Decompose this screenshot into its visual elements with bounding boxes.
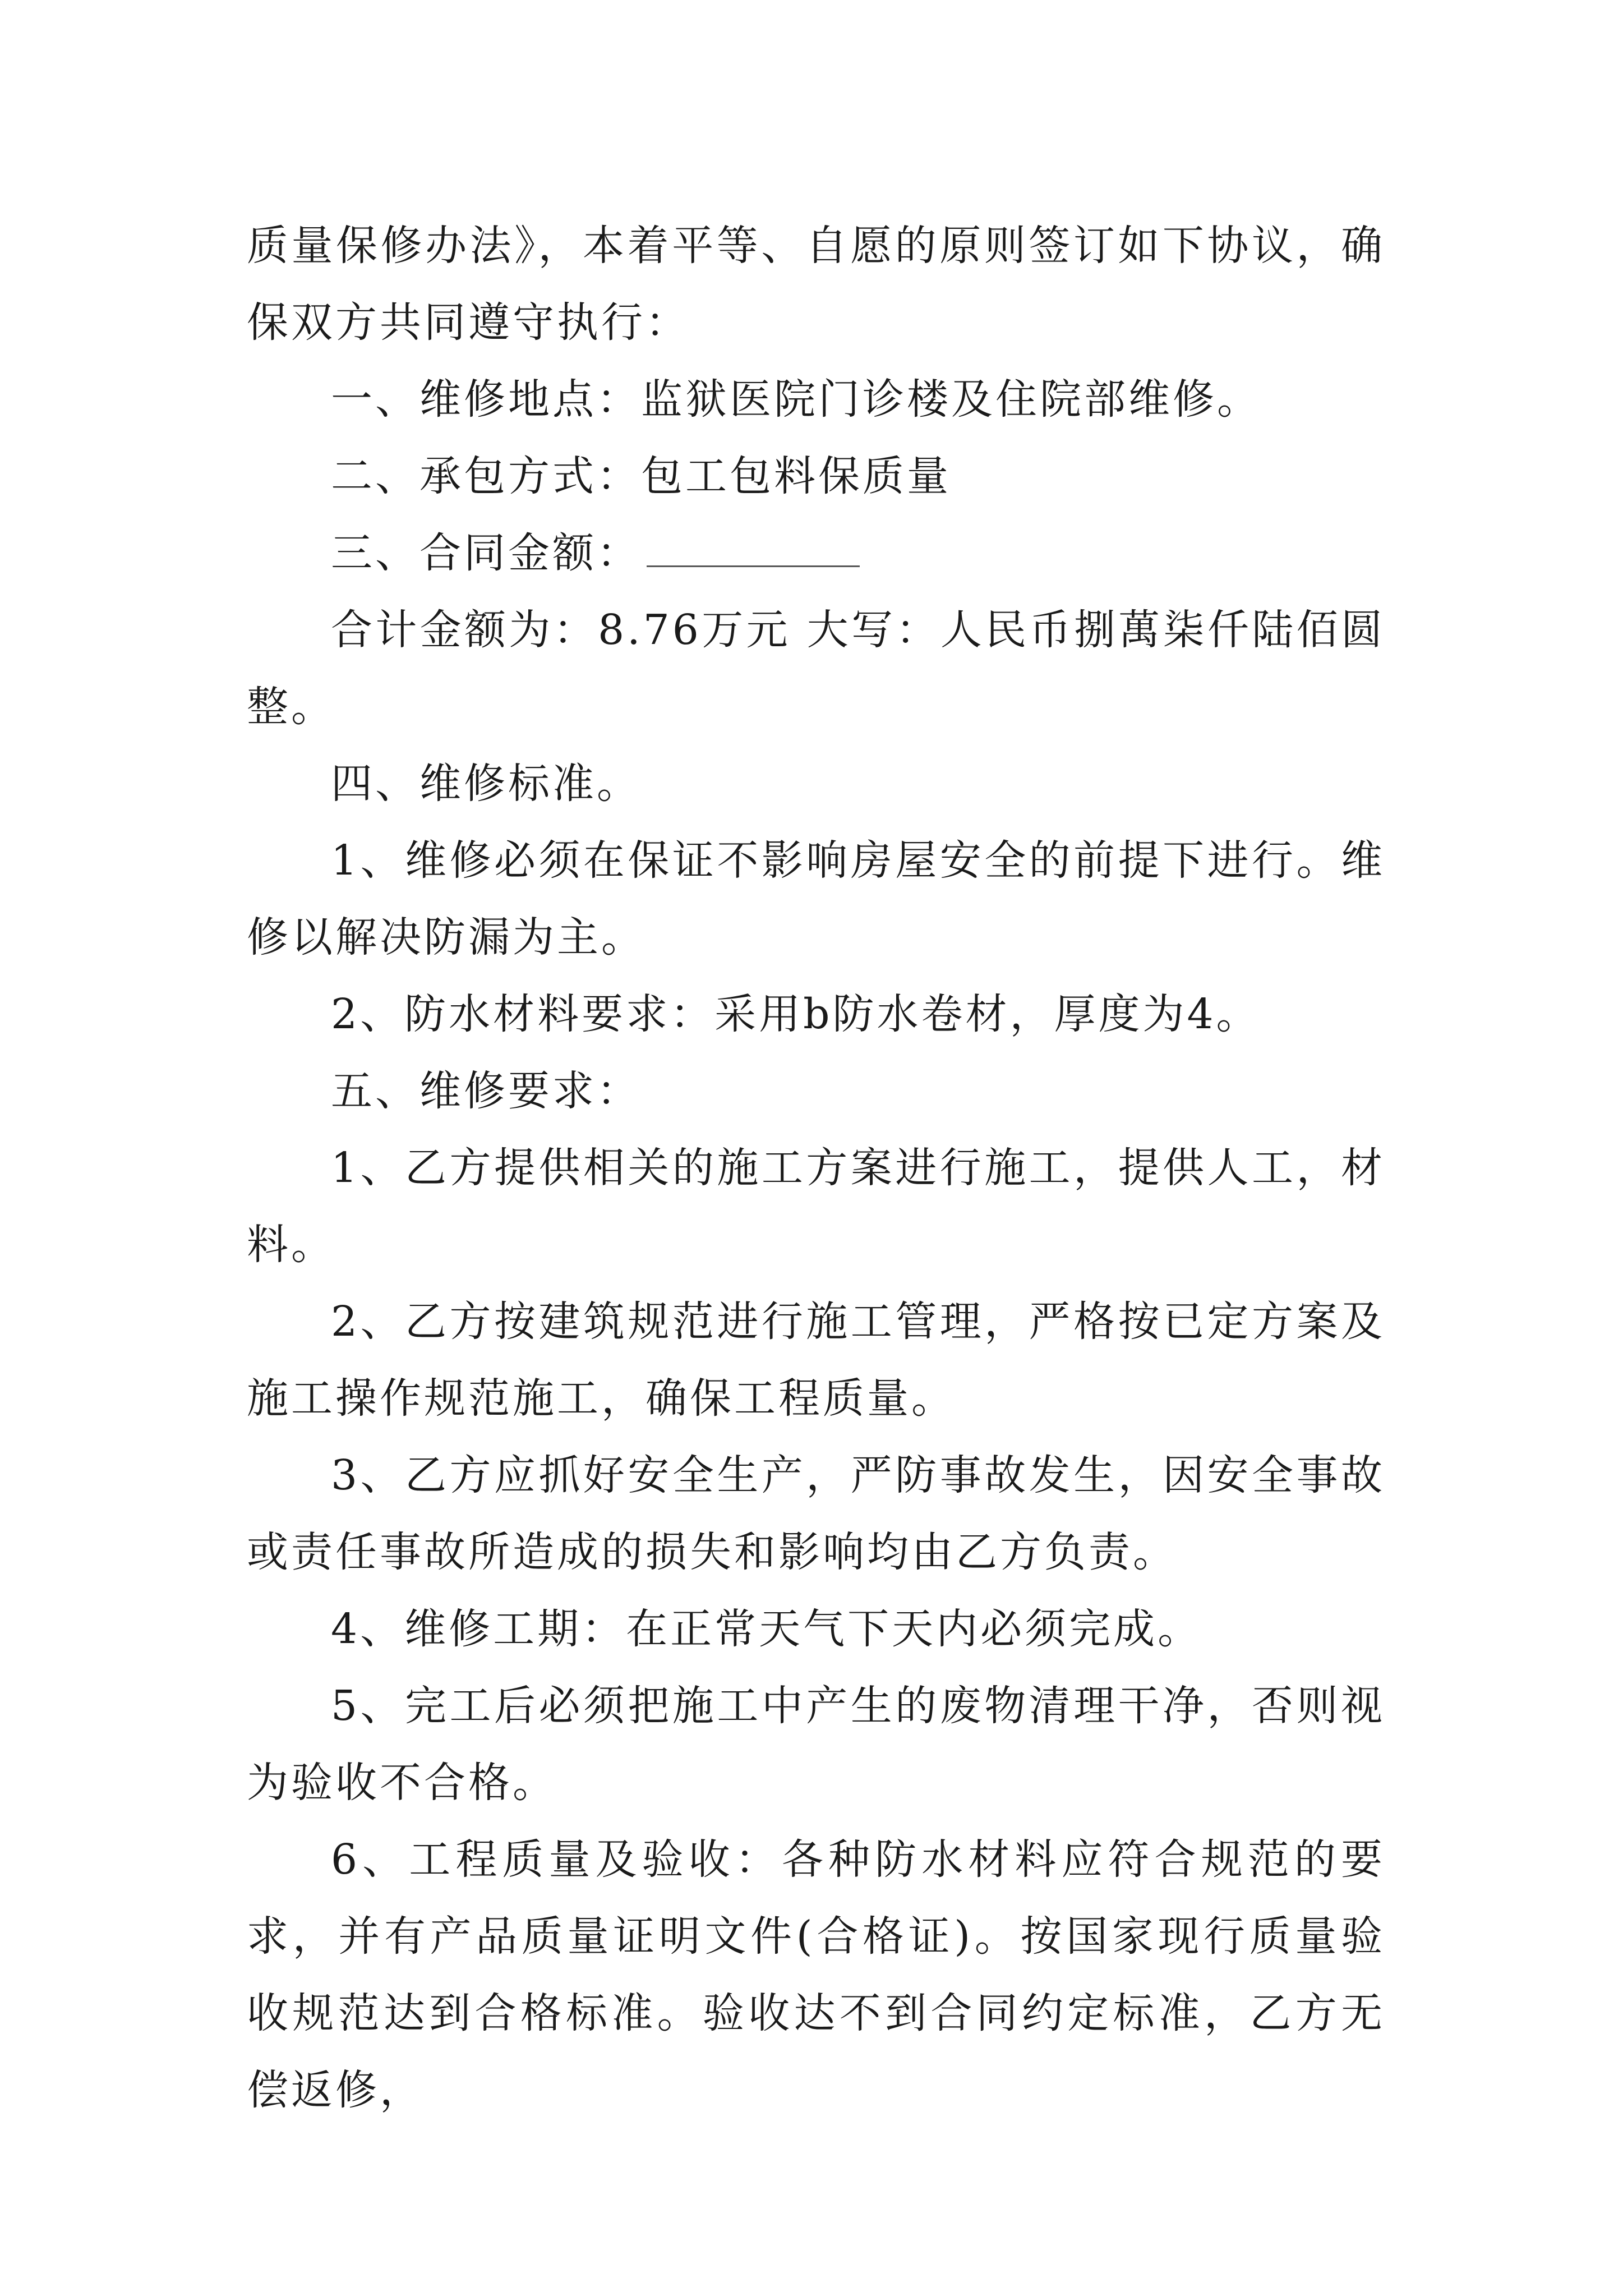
paragraph-requirement-5: 5、完工后必须把施工中产生的废物清理干净，否则视为验收不合格。 <box>247 1682 1385 1807</box>
paragraph-total-amount: 合计金额为：8.76万元 大写：人民币捌萬柒仟陆佰圆整。 <box>247 606 1385 731</box>
paragraph-requirement-3: 3、乙方应抓好安全生产，严防事故发生，因安全事故或责任事故所造成的损失和影响均由乙方负责。 <box>247 1451 1385 1576</box>
contract-amount-blank-line <box>647 526 860 567</box>
paragraph-requirement-1: 1、乙方提供相关的施工方案进行施工，提供人工，材料。 <box>247 1144 1385 1269</box>
contract-amount-label: 三、合同金额： <box>331 529 641 577</box>
paragraph-repair-requirements-heading: 五、维修要求： <box>331 1067 641 1115</box>
paragraph-contract-amount <box>247 515 1385 592</box>
paragraph-contract-method: 二、承包方式：包工包料保质量 <box>331 452 951 500</box>
paragraph-requirement-2: 2、乙方按建筑规范进行施工管理，严格按已定方案及施工操作规范施工，确保工程质量。 <box>247 1297 1385 1423</box>
paragraph-intro: 质量保修办法》，本着平等、自愿的原则签订如下协议，确保双方共同遵守执行： <box>247 222 1385 347</box>
paragraph-requirement-6: 6、工程质量及验收：各种防水材料应符合规范的要求，并有产品质量证明文件(合格证)。按国家现行质量验收规范达到合格标准。验收达不到合同约定标准，乙方无偿返修， <box>247 1835 1385 2114</box>
paragraph-standard-2: 2、防水材料要求：采用b防水卷材，厚度为4。 <box>331 990 1261 1038</box>
document-body <box>247 208 1385 2129</box>
paragraph-repair-standard-heading: 四、维修标准。 <box>331 760 641 808</box>
paragraph-repair-location: 一、维修地点：监狱医院门诊楼及住院部维修。 <box>331 375 1261 424</box>
paragraph-standard-1: 1、维修必须在保证不影响房屋安全的前提下进行。维修以解决防漏为主。 <box>247 836 1385 961</box>
paragraph-requirement-4: 4、维修工期：在正常天气下天内必须完成。 <box>331 1605 1202 1653</box>
